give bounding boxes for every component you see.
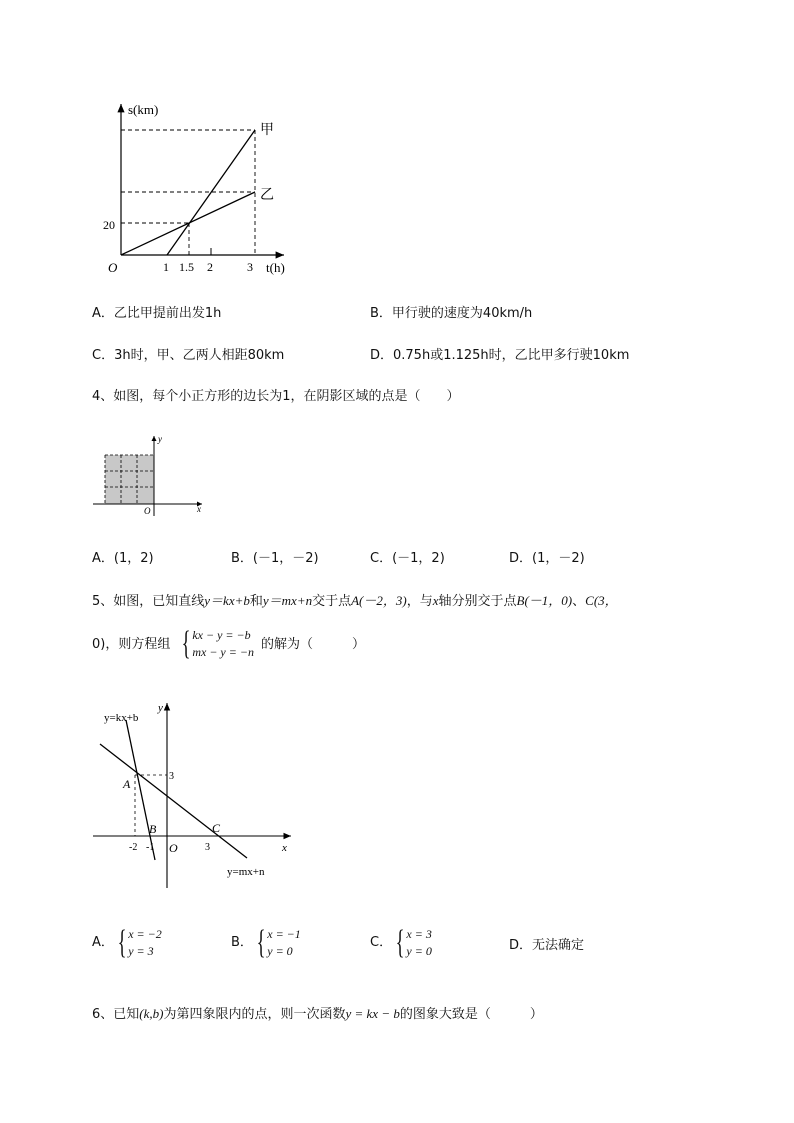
q5-text: 5、如图，已知直线 <box>92 594 205 609</box>
q5-text: ，与 <box>406 594 433 609</box>
q4-option-a[interactable]: A．(1，2) <box>92 551 154 566</box>
q5-text: 交于点 <box>312 594 352 609</box>
point-c-label: C <box>212 821 221 835</box>
tick-y-3: 3 <box>169 771 174 782</box>
q6-text: 6、已知 <box>92 1007 140 1022</box>
eq1: x = −2 <box>128 927 162 941</box>
q5-stem-line2-end: 的解为（ ） <box>261 637 366 652</box>
q4-option-d[interactable]: D．(1，－2) <box>509 551 585 566</box>
option-letter: C． <box>370 935 393 950</box>
option-system: { x = −2 y = 3 <box>117 924 162 961</box>
q4-origin: O <box>144 506 151 516</box>
q5-stem-line2-start: 0)，则方程组 <box>92 637 171 652</box>
origin-label: O <box>108 260 118 275</box>
q5-option-a[interactable] <box>92 926 162 960</box>
q6-stem <box>92 1005 543 1024</box>
system-eq1: kx − y = −b <box>192 628 251 642</box>
q6-function: y = kx − b <box>345 1006 400 1021</box>
q5-option-c[interactable] <box>370 926 432 960</box>
q5-line-graph <box>88 700 303 890</box>
q6-point: (k,b) <box>139 1006 164 1021</box>
y-axis-label: s(km) <box>128 102 159 117</box>
q3-option-a[interactable]: A．乙比甲提前出发1h <box>92 306 222 321</box>
eq2: y = 0 <box>406 944 432 958</box>
q5-stem-line1 <box>92 592 618 611</box>
tick-x-3: 3 <box>205 842 210 853</box>
q5-text: 、 <box>572 594 586 609</box>
label-line-mx-plus-n: y=mx+n <box>227 866 265 878</box>
q3-option-b[interactable]: B．甲行驶的速度为40km/h <box>370 306 533 321</box>
q4-grid-figure <box>90 430 210 518</box>
q5-option-b[interactable] <box>231 926 301 960</box>
q4-stem: 4、如图，每个小正方形的边长为1，在阴影区域的点是（ ） <box>92 389 460 404</box>
q3-option-d[interactable]: D．0.75h或1.125h时，乙比甲多行驶10km <box>370 348 630 363</box>
option-letter: A． <box>92 935 114 950</box>
q4-option-b[interactable]: B．(－1，－2) <box>231 551 319 566</box>
eq2: y = 3 <box>128 944 154 958</box>
label-line-kx-plus-b: y=kx+b <box>104 712 139 724</box>
q6-text: 为第四象限内的点，则一次函数 <box>163 1007 346 1022</box>
q5-y-label: y <box>158 702 163 714</box>
q5-x-word: x <box>432 593 439 608</box>
point-b-label: B <box>149 822 157 836</box>
q5-line2: y＝mx+n <box>262 593 313 608</box>
line-jia <box>167 130 255 255</box>
option-letter: B． <box>231 935 253 950</box>
option-system: { x = 3 y = 0 <box>395 924 432 961</box>
x-tick-1: 1 <box>163 260 169 274</box>
x-tick-2: 2 <box>207 260 213 274</box>
tick-x-minus-1: -1 <box>146 842 155 853</box>
q3-option-c[interactable]: C．3h时，甲、乙两人相距80km <box>92 348 285 363</box>
q5-point-c: C(3， <box>585 593 618 608</box>
y-tick-20: 20 <box>103 218 115 232</box>
q5-option-d[interactable] <box>509 937 584 955</box>
left-brace: { <box>181 625 191 662</box>
q5-equation-system <box>178 627 254 661</box>
q5-text: 和 <box>249 594 263 609</box>
line-kx-plus-b <box>126 720 155 860</box>
eq1: x = 3 <box>406 927 432 941</box>
q5-point-a: A(－2，3) <box>351 593 407 608</box>
q5-origin: O <box>169 841 178 855</box>
x-axis-label: t(h) <box>266 260 285 275</box>
q4-y-label: y <box>158 434 162 444</box>
x-tick-3: 3 <box>247 260 253 274</box>
q6-text: 的图象大致是（ ） <box>399 1007 543 1022</box>
q5-point-b: B(－1，0) <box>516 593 573 608</box>
point-a-label: A <box>123 777 131 791</box>
line-yi <box>121 192 255 255</box>
tick-x-minus-2: -2 <box>129 842 138 853</box>
x-tick-1.5: 1.5 <box>179 260 194 274</box>
label-jia: 甲 <box>260 122 274 138</box>
q5-x-label: x <box>282 842 287 854</box>
q4-option-c[interactable]: C．(－1，2) <box>370 551 445 566</box>
distance-time-graph <box>100 98 300 278</box>
label-yi: 乙 <box>260 187 274 203</box>
eq1: x = −1 <box>267 927 301 941</box>
q5-text: 轴分别交于点 <box>438 594 517 609</box>
q4-x-label: x <box>197 504 201 514</box>
q5-line1: y＝kx+b <box>204 593 250 608</box>
system-eq2: mx − y = −n <box>192 645 254 659</box>
option-letter: D． <box>509 938 533 953</box>
option-system: { x = −1 y = 0 <box>256 924 301 961</box>
shaded-region <box>105 455 154 504</box>
option-text: 无法确定 <box>532 938 585 953</box>
eq2: y = 0 <box>267 944 293 958</box>
